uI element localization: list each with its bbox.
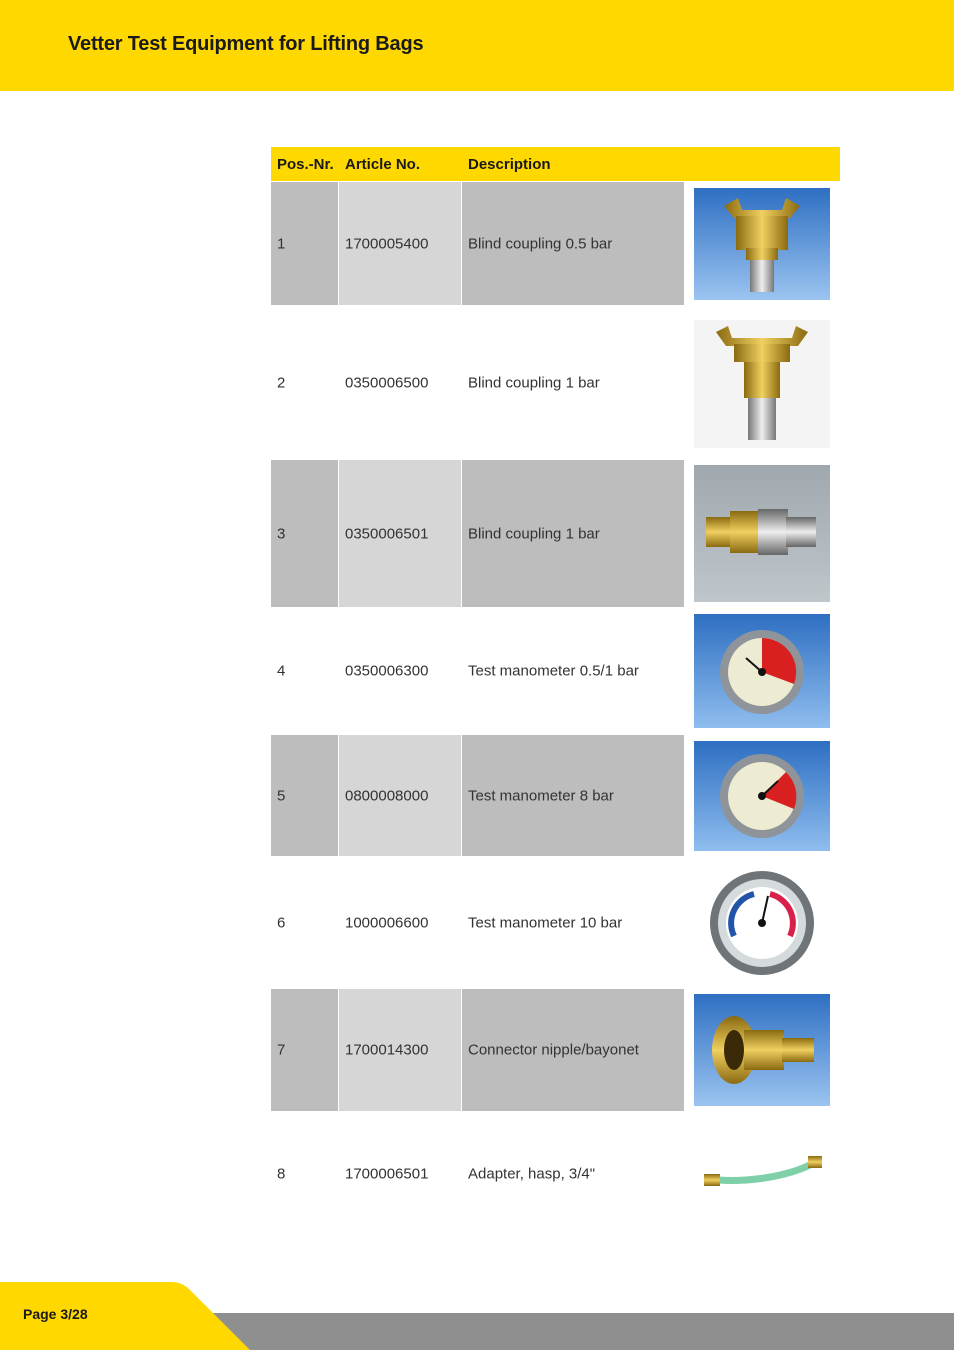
pos-cell: 6 [277, 914, 286, 931]
coupling-icon [694, 320, 830, 448]
pos-cell: 3 [277, 525, 286, 542]
description-cell: Test manometer 0.5/1 bar [468, 662, 639, 680]
manometer-icon [694, 741, 830, 851]
pos-cell: 8 [277, 1165, 286, 1183]
pos-cell: 1 [277, 235, 286, 252]
pos-cell: 7 [277, 1041, 286, 1059]
article-cell: 1700014300 [345, 1041, 429, 1059]
manometer-icon [694, 864, 830, 982]
coupling-icon [694, 465, 830, 602]
coupling-icon [694, 188, 830, 300]
manometer-icon [694, 614, 830, 728]
pos-cell: 5 [277, 787, 286, 804]
column-header-pos: Pos.-Nr. [277, 156, 334, 173]
page-number: Page 3/28 [23, 1306, 88, 1322]
description-cell: Blind coupling 1 bar [468, 374, 600, 391]
description-cell: Adapter, hasp, 3/4" [468, 1165, 596, 1183]
article-cell: 1700005400 [345, 235, 429, 252]
pos-cell: 2 [277, 374, 286, 391]
description-cell: Test manometer 8 bar [468, 787, 614, 804]
hose-icon [694, 1140, 830, 1200]
column-header-description: Description [468, 156, 551, 173]
article-cell: 1000006600 [345, 914, 429, 931]
article-cell: 1700006501 [345, 1165, 429, 1183]
pos-cell: 4 [277, 662, 286, 680]
page-header [0, 0, 954, 91]
nipple-icon [694, 994, 830, 1106]
table-header [271, 147, 840, 181]
article-cell: 0800008000 [345, 787, 429, 804]
article-cell: 0350006300 [345, 662, 429, 680]
description-cell: Test manometer 10 bar [468, 914, 623, 931]
description-cell: Blind coupling 0.5 bar [468, 235, 613, 252]
article-cell: 0350006501 [345, 525, 429, 542]
column-header-article: Article No. [345, 156, 421, 173]
article-cell: 0350006500 [345, 374, 429, 391]
page-title: Vetter Test Equipment for Lifting Bags [68, 33, 424, 55]
description-cell: Connector nipple/bayonet [468, 1041, 639, 1059]
description-cell: Blind coupling 1 bar [468, 525, 600, 542]
